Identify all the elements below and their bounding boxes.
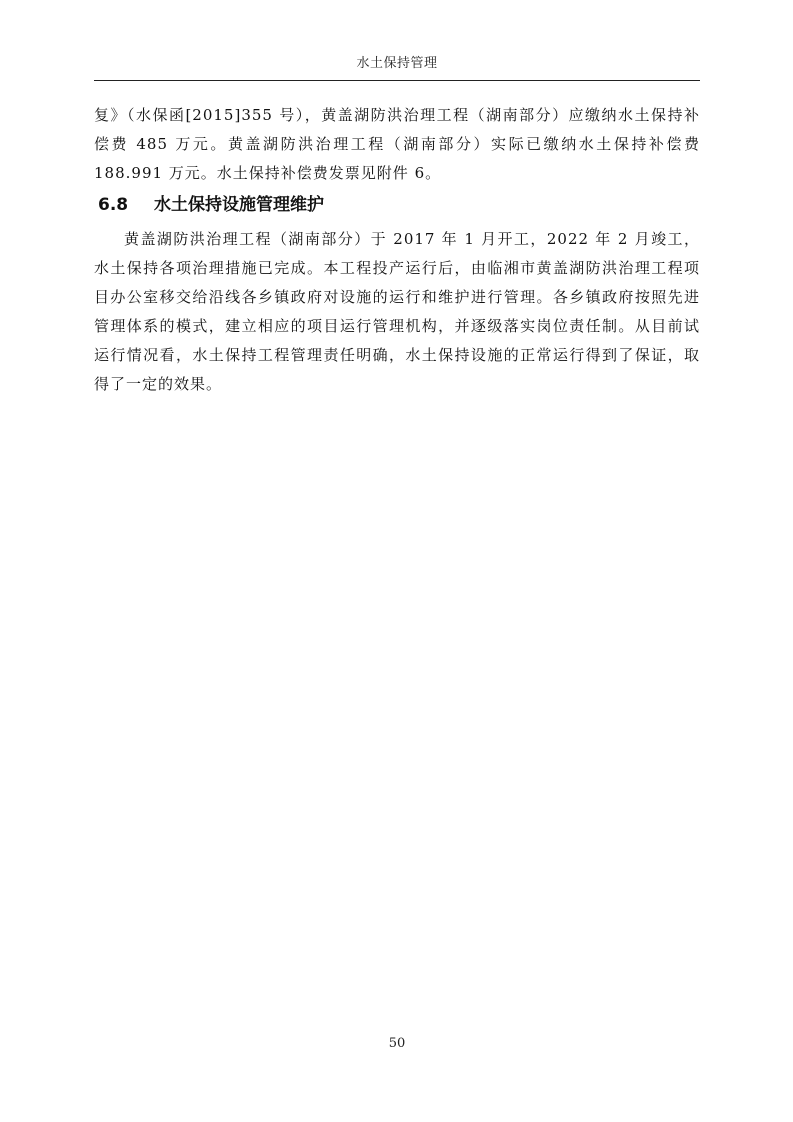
running-header: 水土保持管理	[356, 56, 438, 71]
section-heading	[94, 190, 700, 220]
section-number: 6.8	[98, 195, 129, 215]
continued-paragraph: 复》（水保函[2015]355 号），黄盖湖防洪治理工程（湖南部分）应缴纳水土保持补偿费 485 万元。黄盖湖防洪治理工程（湖南部分）实际已缴纳水土保持补偿费 188.991 万元。水土保持补偿费发票见附件 6。	[94, 106, 700, 182]
section-title: 水土保持设施管理维护	[154, 195, 324, 215]
page-number: 50	[388, 1036, 406, 1051]
document-body	[94, 101, 700, 399]
section-paragraph: 黄盖湖防洪治理工程（湖南部分）于 2017 年 1 月开工，2022 年 2 月竣工，水土保持各项治理措施已完成。本工程投产运行后，由临湘市黄盖湖防洪治理工程项目办公室移交给沿线各乡镇政府对设施的运行和维护进行管理。各乡镇政府按照先进管理体系的模式，建立相应的项目运行管理机构，并逐级落实岗位责任制。从目前试运行情况看，水土保持工程管理责任明确，水土保持设施的正常运行得到了保证，取得了一定的效果。	[94, 230, 700, 393]
header-divider	[94, 80, 700, 81]
